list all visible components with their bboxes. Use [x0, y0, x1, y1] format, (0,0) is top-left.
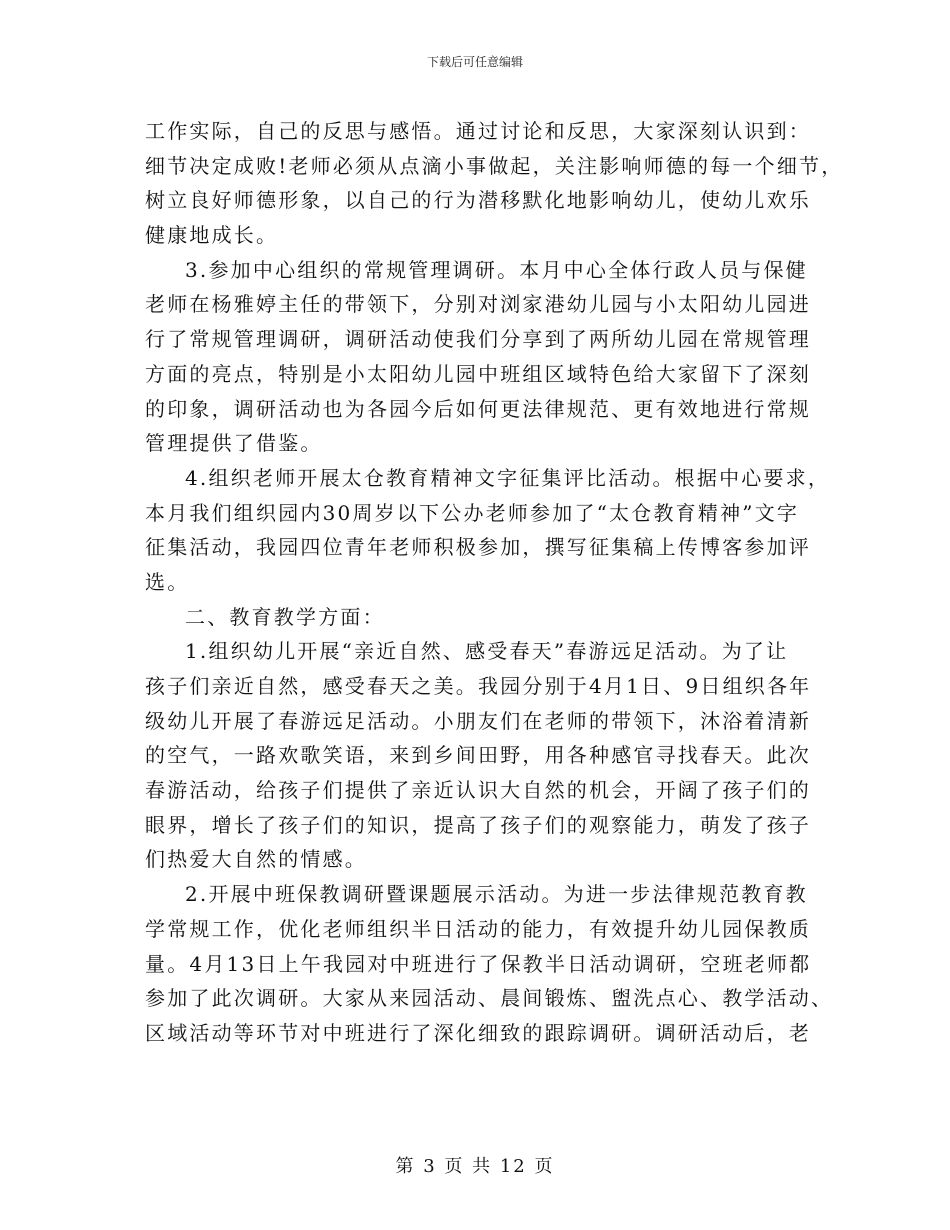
page-header: 下载后可任意编辑: [426, 55, 523, 69]
text-line: 学常规工作，优化老师组织半日活动的能力，有效提升幼儿园保教质: [145, 916, 811, 941]
text-line: 树立良好师德形象，以自己的行为潜移默化地影响幼儿，使幼儿欢乐: [145, 188, 811, 213]
text-line: 区域活动等环节对中班进行了深化细致的跟踪调研。调研活动后，老: [145, 1020, 811, 1045]
text-line: 1.组织幼儿开展“亲近自然、感受春天”春游远足活动。为了让: [185, 639, 789, 664]
text-line: 健康地成长。: [145, 223, 279, 248]
text-line: 3.参加中心组织的常规管理调研。本月中心全体行政人员与保健: [185, 257, 808, 282]
text-line: 方面的亮点，特别是小太阳幼儿园中班组区域特色给大家留下了深刻: [145, 361, 811, 386]
text-line: 细节决定成败!老师必须从点滴小事做起，关注影响师德的每一个细节，: [145, 153, 844, 178]
text-line: 孩子们亲近自然，感受春天之美。我园分别于4月1日、9日组织各年: [145, 674, 812, 698]
text-line: 眼界，增长了孩子们的知识，提高了孩子们的观察能力，萌发了孩子: [145, 812, 811, 837]
text-line: 的印象，调研活动也为各园今后如何更法律规范、更有效地进行常规: [145, 396, 811, 421]
text-line: 级幼儿开展了春游远足活动。小朋友们在老师的带领下，沐浴着清新: [145, 708, 811, 733]
text-line: 工作实际，自己的反思与感悟。通过讨论和反思，大家深刻认识到：: [145, 119, 811, 143]
text-line: 量。4月13日上午我园对中班进行了保教半日活动调研，空班老师都: [145, 951, 812, 976]
text-line: 春游活动，给孩子们提供了亲近认识大自然的机会，开阔了孩子们的: [145, 778, 811, 803]
text-line: 二、教育教学方面：: [185, 604, 385, 629]
text-line: 选。: [145, 569, 190, 594]
text-line: 管理提供了借鉴。: [145, 431, 323, 456]
text-line: 的空气，一路欢歌笑语，来到乡间田野，用各种感官寻找春天。此次: [145, 743, 811, 768]
text-line: 2.开展中班保教调研暨课题展示活动。为进一步法律规范教育教: [185, 882, 808, 907]
text-line: 4.组织老师开展太仓教育精神文字征集评比活动。根据中心要求，: [185, 465, 831, 490]
text-line: 行了常规管理调研，调研活动使我们分享到了两所幼儿园在常规管理: [145, 327, 811, 352]
text-line: 参加了此次调研。大家从来园活动、晨间锻炼、盥洗点心、教学活动、: [145, 986, 834, 1011]
text-line: 老师在杨雅婷主任的带领下，分别对浏家港幼儿园与小太阳幼儿园进: [145, 292, 811, 317]
text-line: 征集活动，我园四位青年老师积极参加，撰写征集稿上传博客参加评: [145, 535, 811, 560]
page-footer: 第 3 页 共 12 页: [395, 1156, 555, 1177]
text-line: 本月我们组织园内30周岁以下公办老师参加了“太仓教育精神”文字: [145, 500, 800, 525]
text-line: 们热爱大自然的情感。: [145, 847, 367, 872]
document-body: [145, 114, 844, 1051]
